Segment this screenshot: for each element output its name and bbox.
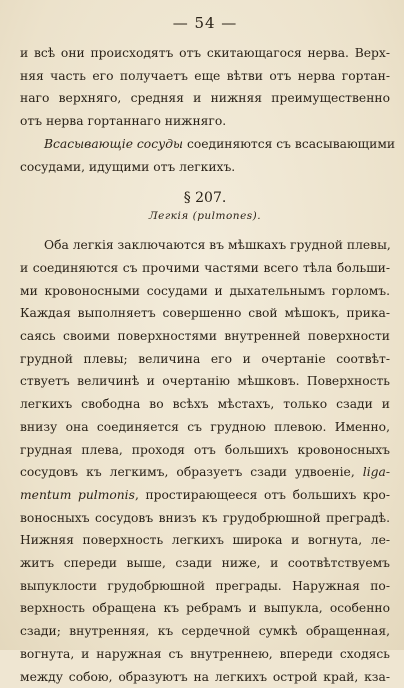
section-title: Легкія (pulmones). [148, 210, 262, 223]
text-line: Оба легкія заключаются въ мѣшкахъ грудной плевы, [44, 238, 391, 253]
text-line: и соединяются съ прочими частями всего тѣла больши- [20, 260, 390, 275]
text-line: сосудовъ къ легкимъ, образуетъ сзади удвоеніе, liga- [20, 465, 390, 480]
text-line: саясь своими поверхностями внутренней поверхности [20, 329, 390, 344]
text-line: Каждая выполняетъ совершенно свой мѣшокъ, прика- [20, 306, 390, 321]
text-line: выпуклости грудобрюшной преграды. Наружная по- [20, 578, 390, 593]
italic-term: mentum pulmonis [20, 487, 135, 502]
text-line: легкихъ свободна во всѣхъ мѣстахъ, только сзади и [20, 397, 390, 412]
italic-term: Всасывающіе сосуды [44, 136, 184, 151]
page-number: — 54 — [172, 14, 238, 32]
text-line: ми кровоносными сосудами и дыхательнымъ горломъ. [20, 283, 390, 298]
paragraph-lymph-vessels [20, 133, 396, 178]
text-line: Всасывающіе сосуды соединяются съ всасывающими [44, 136, 396, 151]
text-line: ствуетъ величинѣ и очертанію мѣшковъ. Поверхность [20, 374, 390, 389]
paragraph-vagus-nerve [20, 42, 390, 133]
text-line: и всѣ они происходятъ отъ скитающагося нерва. Верх- [20, 46, 390, 60]
text-line: внизу она соединяется съ грудною плевою. Именно, [20, 419, 390, 434]
section-number: § 207. [183, 190, 227, 207]
text-line: mentum pulmonis, простирающееся отъ большихъ кро- [20, 487, 390, 502]
paragraph-lungs [20, 234, 390, 688]
text-line: отъ нерва гортаннаго нижняго. [20, 114, 227, 129]
text-line: наго верхняго, средняя и нижняя преимущественно [20, 91, 390, 106]
text-line: сзади; внутренняя, къ сердечной сумкѣ обращенная, [20, 624, 390, 639]
text-line: грудной плевы; величина его и очертаніе соотвѣт- [20, 351, 390, 366]
text-line: между собою, образуютъ на легкихъ острой край, кза- [20, 669, 390, 684]
text-line: верхность обращена къ ребрамъ и выпукла, особенно [20, 601, 390, 616]
text-line: житъ спереди выше, сзади ниже, и соотвѣтствуемъ [20, 556, 390, 571]
italic-term: liga- [362, 465, 390, 480]
text-line: сосудами, идущими отъ легкихъ. [20, 159, 236, 174]
text-line: воносныхъ сосудовъ внизъ къ грудобрюшной преградѣ. [20, 510, 390, 525]
text-line: грудная плева, проходя отъ большихъ кровоносныхъ [20, 442, 390, 457]
text-line: вогнута, и наружная съ внутреннею, впереди сходясь [20, 646, 390, 661]
text-line: няя часть его получаетъ еще вѣтви отъ нерва гортан- [20, 68, 390, 83]
text-line: Нижняя поверхность легкихъ широка и вогнута, ле- [20, 533, 390, 548]
